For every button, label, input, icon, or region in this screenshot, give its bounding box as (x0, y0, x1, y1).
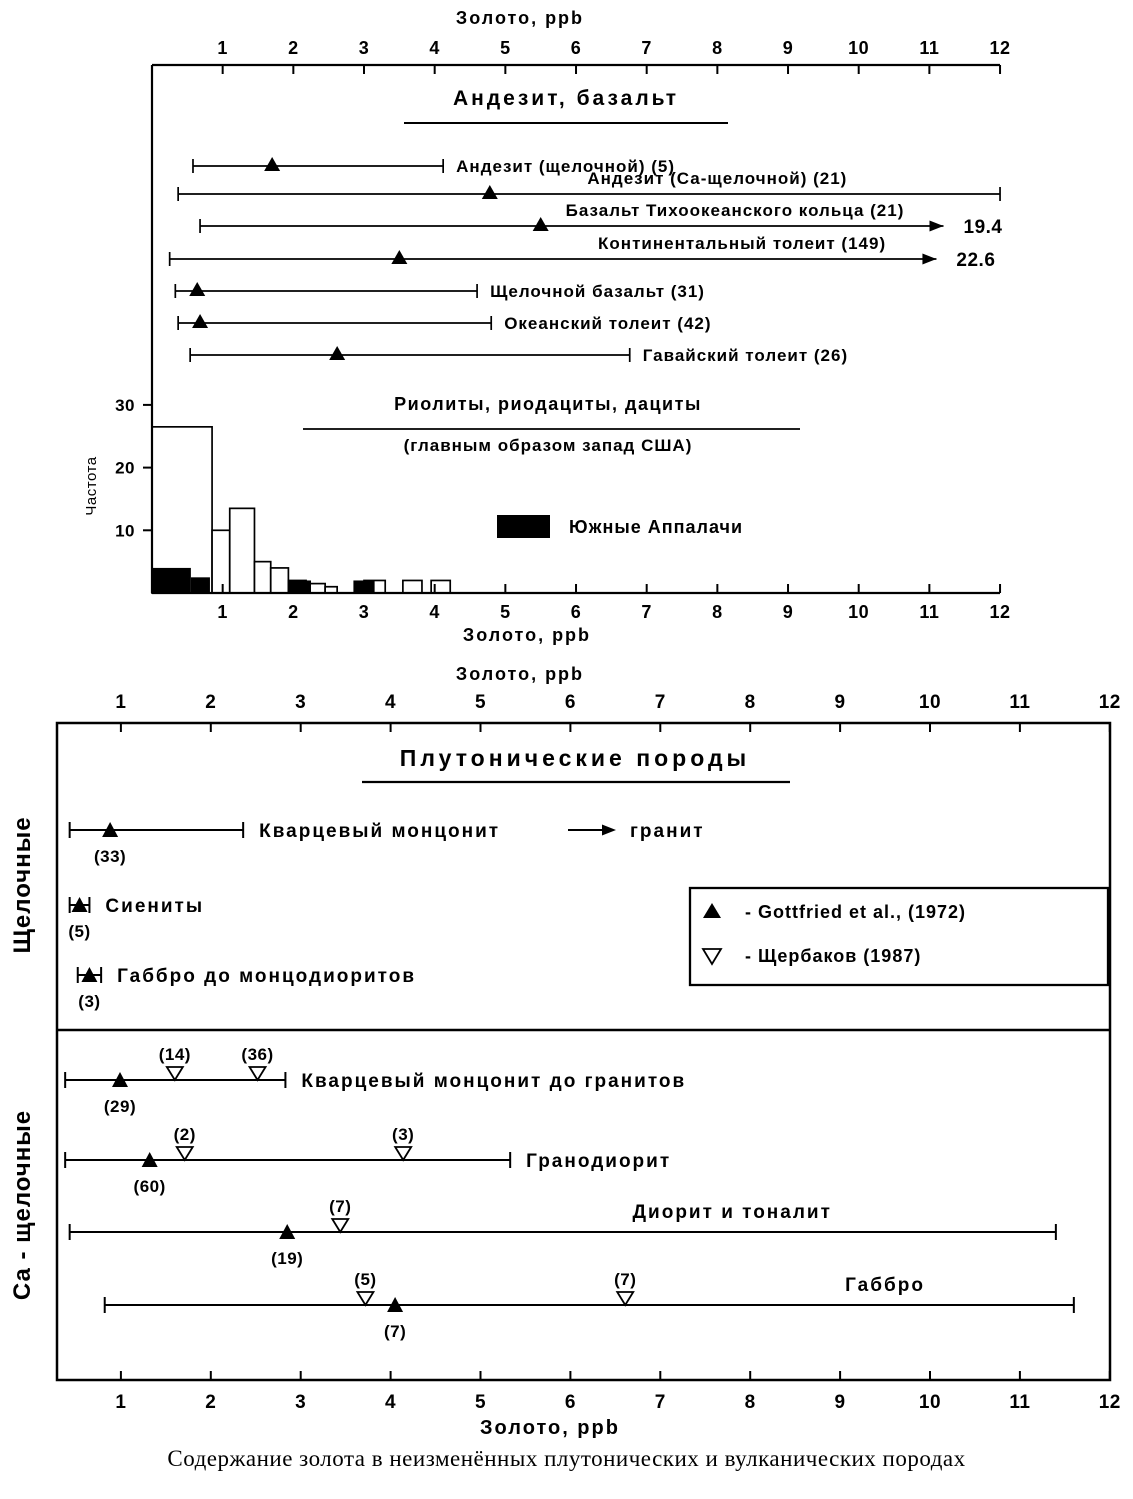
top-tick-label: 9 (834, 692, 846, 713)
sample-count: (3) (78, 992, 101, 1011)
histogram-open-bin (212, 530, 230, 593)
bottom-tick-label: 2 (288, 602, 299, 622)
row-label: Гавайский толеит (26) (642, 346, 849, 365)
bottom-tick-label: 10 (918, 1392, 942, 1413)
panel-title: Андезит, базальт (452, 87, 680, 110)
bottom-tick-label: 12 (1098, 1392, 1121, 1413)
histogram-open-bin (271, 568, 289, 593)
row-label: Диорит и тоналит (632, 1202, 832, 1223)
plutonic-rocks-chart (0, 660, 1133, 1440)
legend-entry-label: - Gottfried et al., (1972) (745, 902, 967, 922)
top-tick-label: 7 (654, 692, 666, 713)
bottom-tick-label: 12 (989, 602, 1011, 622)
panel-title: Плутонические породы (399, 745, 751, 771)
range-row (105, 1270, 1074, 1341)
row-label: Гранодиорит (526, 1151, 672, 1172)
histogram-filled-bin (288, 580, 311, 593)
row-label: Габбро до монцодиоритов (117, 966, 417, 987)
bottom-tick-label: 11 (919, 602, 940, 622)
row-label: Кварцевый монцонит (259, 821, 501, 842)
range-row (170, 234, 996, 271)
bottom-tick-label: 9 (782, 602, 794, 622)
range-row (78, 966, 416, 1011)
sample-count: (7) (383, 1322, 407, 1341)
sample-count: (33) (93, 847, 127, 866)
mean-marker-icon (533, 217, 549, 231)
bottom-tick-label: 8 (712, 602, 723, 622)
top-tick-label: 11 (1009, 692, 1031, 713)
bottom-tick-label: 1 (217, 602, 228, 622)
top-tick-label: 1 (115, 692, 127, 713)
sample-count: (14) (158, 1045, 191, 1064)
row-label: Кварцевый монцонит до гранитов (301, 1071, 687, 1092)
bottom-tick-label: 10 (848, 602, 870, 622)
mean-marker-icon (482, 185, 498, 199)
bottom-tick-label: 5 (500, 602, 511, 622)
top-tick-label: 4 (429, 38, 440, 58)
histogram-subtitle: (главным образом запад США) (403, 436, 693, 455)
row-label: Базальт Тихоокеанского кольца (21) (565, 201, 905, 220)
open-mean-marker-icon (617, 1292, 633, 1305)
y-axis-label: Частота (83, 456, 100, 516)
legend-swatch (497, 515, 550, 538)
bottom-tick-label: 6 (570, 602, 582, 622)
open-mean-marker-icon (177, 1147, 193, 1160)
open-mean-marker-icon (250, 1067, 266, 1080)
open-mean-marker-icon (395, 1147, 411, 1160)
figure-caption: Содержание золота в неизменённых плутонических и вулканических породах (167, 1446, 966, 1471)
top-tick-label: 12 (1098, 692, 1121, 713)
range-row (70, 821, 705, 866)
row-label: Габбро (845, 1275, 925, 1296)
panel-box (57, 723, 1110, 1380)
bottom-tick-label: 1 (115, 1392, 127, 1413)
top-tick-label: 1 (217, 38, 228, 58)
range-row (70, 1197, 1056, 1268)
bottom-axis-label: Золото, ppb (462, 625, 592, 645)
top-tick-label: 9 (782, 38, 794, 58)
top-tick-label: 6 (570, 38, 582, 58)
open-mean-marker-icon (332, 1219, 348, 1232)
bottom-tick-label: 4 (429, 602, 440, 622)
top-tick-label: 3 (358, 38, 370, 58)
sample-count: (19) (271, 1249, 304, 1268)
range-row (200, 201, 1002, 238)
range-row (190, 346, 848, 365)
mean-marker-icon (329, 346, 345, 360)
sample-count: (36) (241, 1045, 274, 1064)
mean-marker-icon (264, 157, 280, 171)
row-label: Сиениты (105, 896, 205, 917)
arrow-value: 19.4 (963, 217, 1003, 238)
bottom-tick-label: 9 (834, 1392, 846, 1413)
sample-count: (5) (68, 922, 91, 941)
y-tick-label: 20 (115, 458, 135, 478)
sample-count: (2) (173, 1125, 196, 1144)
row-label: Океанский толеит (42) (504, 314, 712, 333)
sample-count: (60) (133, 1177, 166, 1196)
range-row (65, 1045, 686, 1116)
top-tick-label: 4 (385, 692, 397, 713)
arrowhead-icon (930, 221, 944, 232)
bottom-tick-label: 3 (295, 1392, 307, 1413)
histogram-filled-bin (191, 577, 210, 593)
range-row (175, 282, 705, 301)
top-tick-label: 7 (641, 38, 652, 58)
top-tick-label: 10 (848, 38, 870, 58)
top-axis-label: Золото, ppb (455, 8, 585, 28)
histogram-open-bin (254, 562, 270, 593)
row-label: Андезит (Са-щелочной) (21) (587, 169, 848, 188)
legend-entry-label: - Щербаков (1987) (745, 946, 922, 966)
top-tick-label: 2 (205, 692, 217, 713)
top-tick-label: 10 (918, 692, 942, 713)
sample-count: (7) (614, 1270, 637, 1289)
legend-label: Южные Аппалачи (569, 517, 744, 537)
row-label: Континентальный толеит (149) (598, 234, 887, 253)
histogram-filled-bin (152, 568, 191, 593)
range-row (178, 314, 711, 333)
open-mean-marker-icon (167, 1067, 183, 1080)
row-label: Щелочной базальт (31) (490, 282, 705, 301)
bottom-tick-label: 4 (385, 1392, 397, 1413)
sample-count: (5) (354, 1270, 377, 1289)
sample-count: (7) (329, 1197, 352, 1216)
sample-count: (29) (103, 1097, 137, 1116)
histogram-open-bin (230, 508, 255, 593)
top-tick-label: 5 (500, 38, 511, 58)
y-tick-label: 30 (115, 395, 135, 415)
sample-count: (3) (392, 1125, 415, 1144)
bottom-tick-label: 11 (1009, 1392, 1031, 1413)
top-tick-label: 2 (288, 38, 299, 58)
mean-marker-icon (192, 314, 208, 328)
range-row (178, 169, 1000, 201)
arrowhead-icon (602, 825, 616, 836)
top-tick-label: 3 (295, 692, 307, 713)
top-tick-label: 8 (744, 692, 756, 713)
bottom-tick-label: 8 (744, 1392, 756, 1413)
range-row (68, 896, 204, 941)
histogram-title: Риолиты, риодациты, дациты (394, 394, 702, 414)
top-tick-label: 5 (474, 692, 487, 713)
bottom-tick-label: 2 (205, 1392, 217, 1413)
bottom-tick-label: 6 (564, 1392, 576, 1413)
top-tick-label: 11 (919, 38, 940, 58)
arrow-value: 22.6 (956, 250, 996, 271)
top-axis-label: Золото, ppb (455, 664, 585, 684)
arrowhead-icon (922, 254, 936, 265)
top-tick-label: 8 (712, 38, 723, 58)
y-tick-label: 10 (115, 521, 135, 541)
range-row (65, 1125, 671, 1196)
row-label-2: гранит (630, 821, 705, 842)
row-label: Андезит (щелочной) (5) (456, 157, 676, 176)
open-mean-marker-icon (357, 1292, 373, 1305)
mean-marker-icon (189, 282, 205, 296)
top-tick-label: 12 (989, 38, 1011, 58)
histogram-open-bin (403, 580, 422, 593)
side-label-alkaline: Щелочные (9, 816, 36, 954)
mean-marker-icon (391, 250, 407, 264)
top-tick-label: 6 (564, 692, 576, 713)
bottom-tick-label: 3 (358, 602, 370, 622)
side-label-calc-alkaline: Са - щелочные (9, 1109, 36, 1301)
bottom-tick-label: 5 (474, 1392, 487, 1413)
bottom-tick-label: 7 (654, 1392, 666, 1413)
bottom-axis-label: Золото, ppb (480, 1417, 620, 1439)
volcanic-rocks-chart (0, 0, 1133, 660)
bottom-tick-label: 7 (641, 602, 652, 622)
